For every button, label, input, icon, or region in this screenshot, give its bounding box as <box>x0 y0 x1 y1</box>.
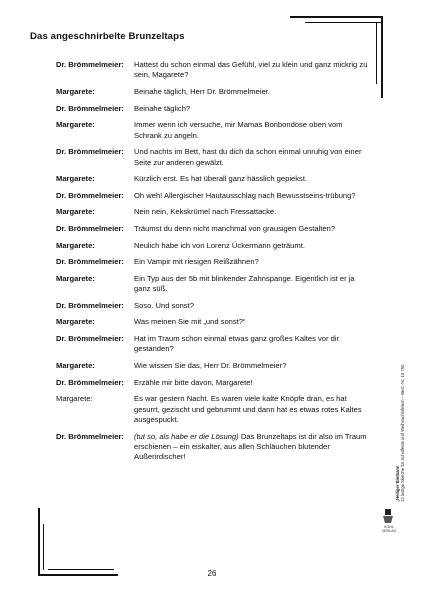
spoken-line: Träumst du denn nicht manchmal von grausigen Gestalten? <box>134 223 336 233</box>
dialogue-row <box>56 301 370 311</box>
dialogue-row <box>56 87 370 97</box>
stage-direction: (tut so, als habe er die Lösung) <box>134 431 239 441</box>
speaker-label: Margarete: <box>56 394 93 404</box>
speaker-label: Dr. Brömmelmeier: <box>56 103 124 113</box>
dialogue-row <box>56 147 370 168</box>
speaker-label: Margarete: <box>56 207 95 217</box>
dialogue-row <box>56 120 370 141</box>
spoken-line: Es war gestern Nacht. Es waren viele kalte Knöpfe dran, es hat gesurrt, gezischt und gebrummt und dann hat es etwas rotes Kaltes ausgespuckt. <box>134 394 362 424</box>
corner-frame-top-right-vertical <box>381 16 383 98</box>
dialogue-row <box>56 60 370 81</box>
speaker-label: Dr. Brömmelmeier: <box>56 147 124 157</box>
dialogue-row <box>56 361 370 371</box>
spoken-line: Ein Vampir mit riesigen Reißzähnen? <box>134 257 259 267</box>
speaker-label: Dr. Brömmelmeier: <box>56 257 124 267</box>
speaker-label: Margarete: <box>56 120 95 130</box>
corner-frame-bottom-left-vertical-inner <box>43 524 44 570</box>
speaker-label: Margarete: <box>56 317 95 327</box>
book-credit <box>395 112 405 502</box>
speaker-label: Dr. Brömmelmeier: <box>56 431 124 441</box>
spoken-line: Beinahe täglich? <box>134 103 191 113</box>
spoken-line <box>134 432 370 463</box>
dialogue-row <box>56 317 370 327</box>
spoken-line: Was meinen Sie mit „und sonst?“ <box>134 317 246 327</box>
speaker-label: Dr. Brömmelmeier: <box>56 333 124 343</box>
spoken-line: Wie wissen Sie das, Herr Dr. Brömmelmeier? <box>134 360 287 370</box>
spoken-line: Und nachts im Bett, hast du dich da schon einmal unruhig von einer Seite zur anderen gewälzt. <box>134 147 362 167</box>
spoken-text: Das Brunzeltaps ist dir also im Traum erschienen – ein eiskalter, aus allen Schläuchen blutender Außerirdischer! <box>134 431 367 462</box>
spoken-line: Erzähle mir bitte davon, Margarete! <box>134 377 253 387</box>
speaker-label: Dr. Brömmelmeier: <box>56 190 124 200</box>
dialogue-row <box>56 274 370 295</box>
book-subtitle: 12 lustige Sketche für Schulfeste und Weihnachtsfeiern – Best.-Nr. 10 750 <box>400 364 406 502</box>
spoken-line: Immer wenn ich versuche, mir Mamas Bonbondose oben vom Schrank zu angeln. <box>134 120 343 140</box>
speaker-label: Margarete: <box>56 87 95 96</box>
dialogue-row <box>56 224 370 234</box>
dialogue-row <box>56 334 370 355</box>
speaker-label: Margarete: <box>56 174 95 184</box>
speaker-label: Margarete: <box>56 240 95 250</box>
dialogue-row <box>56 378 370 388</box>
dialogue-row <box>56 174 370 184</box>
speaker-label: Margarete: <box>56 360 95 370</box>
publisher-logo-icon <box>382 508 394 524</box>
sketch-title: Das angeschnirbelte Brunzeltaps <box>30 31 185 42</box>
dialogue-row <box>56 432 370 463</box>
spoken-line: Ein Typ aus der 5b mit blinkender Zahnspange. Eigentlich ist er ja ganz süß. <box>134 273 355 294</box>
speaker-label: Dr. Brömmelmeier: <box>56 300 124 310</box>
speaker-label: Dr. Brömmelmeier: <box>56 377 124 387</box>
corner-frame-bottom-left-vertical <box>38 508 40 576</box>
book-title: „Heiliger Bimbam! <box>395 465 400 502</box>
dialogue-row <box>56 257 370 267</box>
spoken-line: Beinahe täglich, Herr Dr. Brömmelmeier. <box>134 87 270 96</box>
dialogue-row <box>56 191 370 201</box>
spoken-line: Hattest du schon einmal das Gefühl, viel zu klein und ganz mickrig zu sein, Magarete? <box>134 60 368 80</box>
spoken-line: Neulich habe ich von Lorenz Ückermann geträumt. <box>134 240 305 250</box>
page-number: 26 <box>207 569 217 578</box>
spoken-line: Kürzlich erst. Es hat überall ganz hässlich gepiekst. <box>134 174 308 184</box>
corner-frame-top-right-vertical-inner <box>376 22 377 84</box>
publisher-logo-text: KOHL VERLAG <box>381 525 397 533</box>
spoken-line: Hat im Traum schon einmal etwas ganz großes Kaltes vor dir gestanden? <box>134 333 340 354</box>
dialogue-row <box>56 207 370 217</box>
spoken-line: Soso. Und sonst? <box>134 300 194 310</box>
spoken-line: Nein nein, Kekskrümel nach Fressattacke. <box>134 207 277 217</box>
dialogue <box>56 60 370 469</box>
dialogue-row <box>56 241 370 251</box>
speaker-label: Dr. Brömmelmeier: <box>56 223 124 233</box>
speaker-label: Margarete: <box>56 273 95 283</box>
dialogue-row <box>56 394 370 425</box>
speaker-label: Dr. Brömmelmeier: <box>56 60 124 69</box>
spoken-line: Oh weh! Allergischer Hautausschlag nach Bewusstseins-trübung? <box>134 190 356 200</box>
corner-frame-top-right <box>290 16 383 18</box>
corner-frame-top-right-inner <box>305 22 381 23</box>
dialogue-row <box>56 104 370 114</box>
